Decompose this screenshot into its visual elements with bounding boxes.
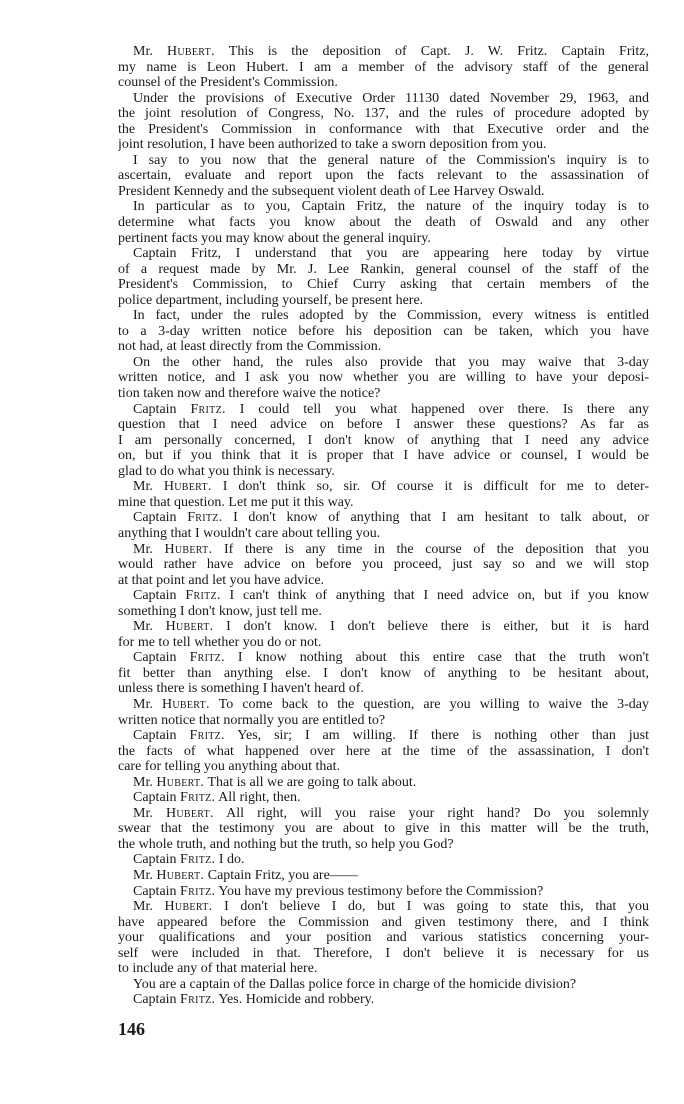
line-text: at that point and let you have advice. (118, 572, 325, 588)
line-text: Captain Fritz, I understand that you are appearing here today by virtue (133, 246, 649, 262)
text-line (118, 650, 649, 666)
speaker-title: Mr. (133, 899, 165, 915)
line-text: something I don't know, just tell me. (118, 603, 322, 619)
line-text: Under the provisions of Executive Order 11130 dated November 29, 1963, and (133, 90, 649, 106)
text-line (118, 635, 649, 651)
line-text: for me to tell whether you do or not. (118, 634, 322, 650)
speaker-title: Captain (133, 790, 181, 806)
speaker-title: Mr. (133, 44, 167, 59)
text-line (118, 899, 649, 915)
line-text: your qualifications and your position and various statistics concerning your- (118, 930, 649, 946)
line-text: on, but if you think that it is proper that I have advice or counsel, I would be (118, 448, 649, 464)
line-text: tion taken now and therefore waive the notice? (118, 386, 381, 402)
line-text: have appeared before the Commission and given testimony there, and I think (118, 914, 649, 930)
line-text: I could tell you what happened over there. Is there any (225, 401, 649, 417)
speaker-title: Captain (133, 510, 188, 526)
page-number: 146 (118, 1019, 145, 1039)
line-text: You have my previous testimony before the Commission? (215, 883, 544, 899)
line-text: You are a captain of the Dallas police force in charge of the homicide division? (133, 976, 577, 992)
speaker-title: Captain (133, 728, 190, 744)
speaker-title: Mr. (133, 479, 164, 495)
text-line (118, 837, 649, 853)
line-text: of a request made by Mr. J. Lee Rankin, general counsel of the staff of the (118, 261, 649, 277)
line-text: written notice that normally you are entitled to? (118, 712, 386, 728)
text-line (118, 961, 649, 977)
text-line (118, 728, 649, 744)
line-text: the whole truth, and nothing but the truth, so help you God? (118, 836, 454, 852)
text-line (118, 60, 649, 76)
speaker-title: Mr. (133, 805, 166, 821)
line-text: not had, at least directly from the Commission. (118, 339, 382, 355)
line-text: I don't know. I don't believe there is either, but it is hard (213, 619, 649, 635)
speaker-name: Hubert. (156, 867, 205, 883)
text-line (118, 759, 649, 775)
text-line (118, 526, 649, 542)
speaker-name: Fritz. (185, 588, 221, 604)
text-line (118, 324, 649, 340)
line-text: If there is any time in the course of the deposition that you (212, 541, 649, 557)
speaker-name: Hubert. (164, 541, 213, 557)
line-text: I don't know of anything that I am hesitant to talk about, or (222, 510, 649, 526)
text-line (118, 386, 649, 402)
text-line (118, 604, 649, 620)
line-text: I don't think so, sir. Of course it is difficult for me to deter- (211, 479, 649, 495)
speaker-title: Captain (133, 650, 190, 666)
text-line (118, 977, 649, 993)
line-text: pertinent facts you may know about the general inquiry. (118, 230, 431, 246)
line-text: counsel of the President's Commission. (118, 75, 338, 91)
line-text: anything that I wouldn't care about telling you. (118, 525, 381, 541)
line-text: I do. (215, 852, 245, 868)
line-text: All right, then. (215, 790, 301, 806)
text-line (118, 666, 649, 682)
speaker-title: Captain (133, 992, 181, 1008)
line-text: unless there is something I haven't heard of. (118, 681, 364, 697)
line-text: question that I need advice on before I answer these questions? As far as (118, 417, 649, 433)
text-line (118, 588, 649, 604)
speaker-name: Fritz. (190, 401, 226, 417)
speaker-title: Mr. (133, 696, 162, 712)
line-text: Yes. Homicide and robbery. (215, 992, 375, 1008)
text-line (118, 91, 649, 107)
text-line (118, 775, 649, 791)
line-text: To come back to the question, are you willing to waive the 3-day (209, 696, 649, 712)
speaker-title: Mr. (133, 541, 165, 557)
text-line (118, 930, 649, 946)
text-line (118, 355, 649, 371)
speaker-title: Captain (133, 883, 181, 899)
speaker-name: Fritz. (189, 728, 225, 744)
line-text: to include any of that material here. (118, 961, 318, 977)
text-line (118, 542, 649, 558)
line-text: the President's Commission in conformance with that Executive order and the (118, 121, 649, 137)
text-line (118, 417, 649, 433)
text-line (118, 168, 649, 184)
speaker-name: Hubert. (156, 774, 205, 790)
line-text: written notice, and I ask you now whether you are willing to have your deposi- (118, 370, 649, 386)
line-text: I say to you now that the general nature of the Commission's inquiry is to (133, 152, 649, 168)
speaker-name: Hubert. (164, 899, 213, 915)
speaker-title: Mr. (133, 619, 166, 635)
text-line (118, 122, 649, 138)
line-text: I know nothing about this entire case that the truth won't (224, 650, 649, 666)
text-line (118, 479, 649, 495)
text-line (118, 821, 649, 837)
speaker-name: Hubert. (166, 44, 215, 59)
line-text: swear that the testimony you are about to give in this matter will be the truth, (118, 821, 649, 837)
line-text: care for telling you anything about that. (118, 759, 340, 775)
speaker-name: Hubert. (163, 479, 212, 495)
line-text: Yes, sir; I am willing. If there is nothing other than just (224, 728, 649, 744)
line-text: police department, including yourself, be present here. (118, 292, 424, 308)
line-text: Captain Fritz, you are—— (204, 867, 358, 883)
text-line (118, 199, 649, 215)
line-text: In particular as to you, Captain Fritz, the nature of the inquiry today is to (133, 199, 649, 215)
text-line (118, 448, 649, 464)
transcript-body (118, 44, 649, 1008)
text-line (118, 557, 649, 573)
text-line (118, 884, 649, 900)
speaker-title: Captain (133, 852, 181, 868)
line-text: fit better than anything else. I don't know of anything to be hesitant about, (118, 665, 649, 681)
text-line (118, 806, 649, 822)
line-text: mine that question. Let me put it this way. (118, 494, 354, 510)
text-line (118, 215, 649, 231)
text-line (118, 681, 649, 697)
line-text: joint resolution, I have been authorized to take a sworn deposition from you. (118, 137, 547, 153)
line-text: On the other hand, the rules also provide that you may waive that 3-day (133, 354, 649, 370)
speaker-name: Fritz. (187, 510, 223, 526)
text-line (118, 852, 649, 868)
speaker-title: Mr. (133, 867, 157, 883)
text-line (118, 915, 649, 931)
text-line (118, 370, 649, 386)
text-line (118, 510, 649, 526)
line-text: determine what facts you know about the death of Oswald and any other (118, 215, 649, 231)
line-text: In fact, under the rules adopted by the Commission, every witness is entitled (133, 308, 649, 324)
text-line (118, 153, 649, 169)
line-text: President's Commission, to Chief Curry asking that certain members of the (118, 277, 649, 293)
line-text: to a 3-day written notice before his deposition can be taken, which you have (118, 323, 649, 339)
speaker-name: Fritz. (180, 852, 216, 868)
text-line (118, 308, 649, 324)
text-line (118, 790, 649, 806)
line-text: President Kennedy and the subsequent violent death of Lee Harvey Oswald. (118, 183, 545, 199)
text-line (118, 946, 649, 962)
speaker-name: Fritz. (180, 883, 216, 899)
speaker-name: Fritz. (180, 790, 216, 806)
text-line (118, 339, 649, 355)
line-text: I can't think of anything that I need advice on, but if you know (220, 588, 649, 604)
text-line (118, 697, 649, 713)
text-line (118, 231, 649, 247)
speaker-title: Captain (133, 401, 191, 417)
speaker-name: Fritz. (180, 992, 216, 1008)
text-line (118, 184, 649, 200)
text-line (118, 293, 649, 309)
speaker-title: Mr. (133, 774, 157, 790)
line-text: self were included in that. Therefore, I don't believe it is necessary for us (118, 945, 649, 961)
text-line (118, 277, 649, 293)
text-line (118, 464, 649, 480)
line-text: All right, will you raise your right hand? Do you solemnly (213, 805, 649, 821)
speaker-title: Captain (133, 588, 186, 604)
line-text: That is all we are going to talk about. (204, 774, 417, 790)
text-line (118, 495, 649, 511)
line-text: would rather have advice on before you proceed, just say so and we will stop (118, 557, 649, 573)
text-line (118, 106, 649, 122)
text-line (118, 402, 649, 418)
text-line (118, 619, 649, 635)
speaker-name: Fritz. (189, 650, 225, 666)
line-text: my name is Leon Hubert. I am a member of the advisory staff of the general (118, 59, 649, 75)
line-text: the joint resolution of Congress, No. 137, and the rules of procedure adopted by (118, 106, 649, 122)
text-line (118, 75, 649, 91)
text-line (118, 713, 649, 729)
line-text: glad to do what you think is necessary. (118, 463, 335, 479)
text-line (118, 992, 649, 1008)
text-line (118, 433, 649, 449)
line-text: I am personally concerned, I don't know of anything that I need any advice (118, 432, 649, 448)
line-text: I don't believe I do, but I was going to state this, that you (212, 899, 649, 915)
text-line (118, 744, 649, 760)
line-text: This is the deposition of Capt. J. W. Fritz. Captain Fritz, (214, 44, 649, 59)
line-text: ascertain, evaluate and report upon the facts relevant to the assassination of (118, 168, 649, 184)
line-text: the facts of what happened over here at the time of the assassination, I don't (118, 743, 649, 759)
speaker-name: Hubert. (161, 696, 210, 712)
text-line (118, 262, 649, 278)
text-line (118, 137, 649, 153)
text-line (118, 868, 649, 884)
text-line (118, 44, 649, 60)
speaker-name: Hubert. (165, 805, 214, 821)
text-line (118, 573, 649, 589)
speaker-name: Hubert. (165, 619, 214, 635)
text-line (118, 246, 649, 262)
